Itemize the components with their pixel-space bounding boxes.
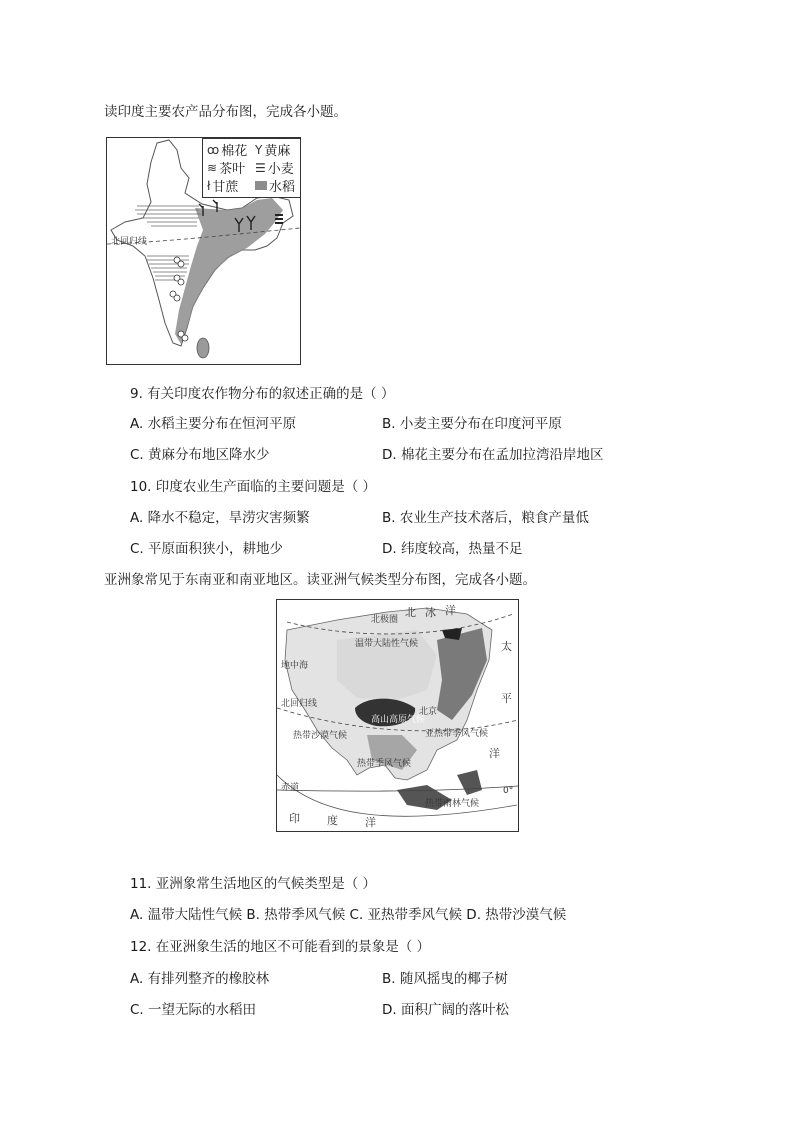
question-10-option-b[interactable]: B. 农业生产技术落后，粮食产量低 (382, 510, 589, 526)
label-arctic-3: 洋 (445, 604, 456, 617)
intro-text-1: 读印度主要农产品分布图，完成各小题。 (104, 104, 347, 120)
jute-icon: Y (255, 142, 263, 157)
question-9-option-b[interactable]: B. 小麦主要分布在印度河平原 (382, 416, 562, 432)
label-temperate-continental: 温带大陆性气候 (355, 639, 419, 649)
legend-item: 水稻 (255, 176, 295, 195)
question-12-option-b[interactable]: B. 随风摇曳的椰子树 (382, 971, 508, 987)
tea-symbols (275, 214, 283, 224)
legend-item: ł 甘蔗 (207, 178, 239, 195)
label-arctic-1: 北 (405, 606, 416, 619)
question-9-option-c[interactable]: C. 黄麻分布地区降水少 (130, 447, 270, 463)
map-legend (202, 138, 301, 198)
question-11-options[interactable]: A. 温带大陆性气候 B. 热带季风气候 C. 亚热带季风气候 D. 热带沙漠气候 (130, 907, 567, 923)
label-equator: 赤道 (281, 783, 300, 793)
label-arctic-2: 冰 (425, 606, 436, 619)
question-12-option-d[interactable]: D. 面积广阔的落叶松 (382, 1002, 509, 1018)
tropic-label: 北回归线 (111, 237, 148, 247)
question-9-option-a[interactable]: A. 水稻主要分布在恒河平原 (130, 416, 297, 432)
question-10-option-d[interactable]: D. 纬度较高，热量不足 (382, 541, 523, 557)
question-12-stem: 12. 在亚洲象生活的地区不可能看到的景象是（ ） (130, 939, 431, 955)
label-indian-1: 印 (289, 812, 300, 825)
legend-item: Y 黄麻 (255, 142, 291, 159)
sugarcane-icon: ł (207, 178, 211, 193)
question-10-option-a[interactable]: A. 降水不稳定，旱涝灾害频繁 (130, 510, 310, 526)
india-agriculture-map (106, 137, 301, 365)
label-pacific-2: 平 (501, 692, 512, 705)
label-tropic-of-cancer: 北回归线 (281, 699, 318, 709)
question-12-option-a[interactable]: A. 有排列整齐的橡胶林 (130, 971, 270, 987)
question-10-stem: 10. 印度农业生产面临的主要问题是（ ） (130, 479, 377, 495)
tea-icon: ≋ (207, 160, 218, 175)
label-tropical-monsoon: 热带季风气候 (357, 759, 412, 769)
question-9-stem: 9. 有关印度农作物分布的叙述正确的是（ ） (130, 386, 395, 402)
intro-text-2: 亚洲象常见于东南亚和南亚地区。读亚洲气候类型分布图，完成各小题。 (104, 572, 536, 588)
asia-climate-map (276, 599, 519, 832)
label-indian-3: 洋 (365, 816, 376, 829)
question-9-option-d[interactable]: D. 棉花主要分布在孟加拉湾沿岸地区 (382, 447, 604, 463)
label-subtropical-monsoon: 亚热带季风气候 (425, 729, 489, 739)
cotton-icon: ꝏ (207, 142, 220, 157)
legend-item: ☰ 小麦 (255, 160, 294, 177)
question-10-option-c[interactable]: C. 平原面积狭小，耕地少 (130, 541, 284, 557)
label-arctic-circle: 北极圈 (371, 615, 399, 625)
legend-item: ꝏ 棉花 (207, 142, 248, 159)
label-mediterranean: 地中海 (281, 661, 309, 671)
label-zero-deg: 0° (503, 786, 514, 796)
label-pacific-3: 洋 (489, 747, 500, 760)
label-indian-2: 度 (327, 814, 338, 827)
label-beijing: 北京 (419, 707, 438, 717)
label-tropical-desert: 热带沙漠气候 (293, 731, 348, 741)
label-plateau: 高山高原气候 (371, 715, 426, 725)
legend-item: ≋ 茶叶 (207, 160, 246, 177)
label-pacific-1: 太 (501, 640, 512, 653)
rice-icon (255, 181, 267, 190)
wheat-icon: ☰ (255, 160, 266, 175)
question-11-stem: 11. 亚洲象常生活地区的气候类型是（ ） (130, 876, 377, 892)
question-12-option-c[interactable]: C. 一望无际的水稻田 (130, 1002, 257, 1018)
label-tropical-rainforest: 热带雨林气候 (425, 799, 480, 809)
